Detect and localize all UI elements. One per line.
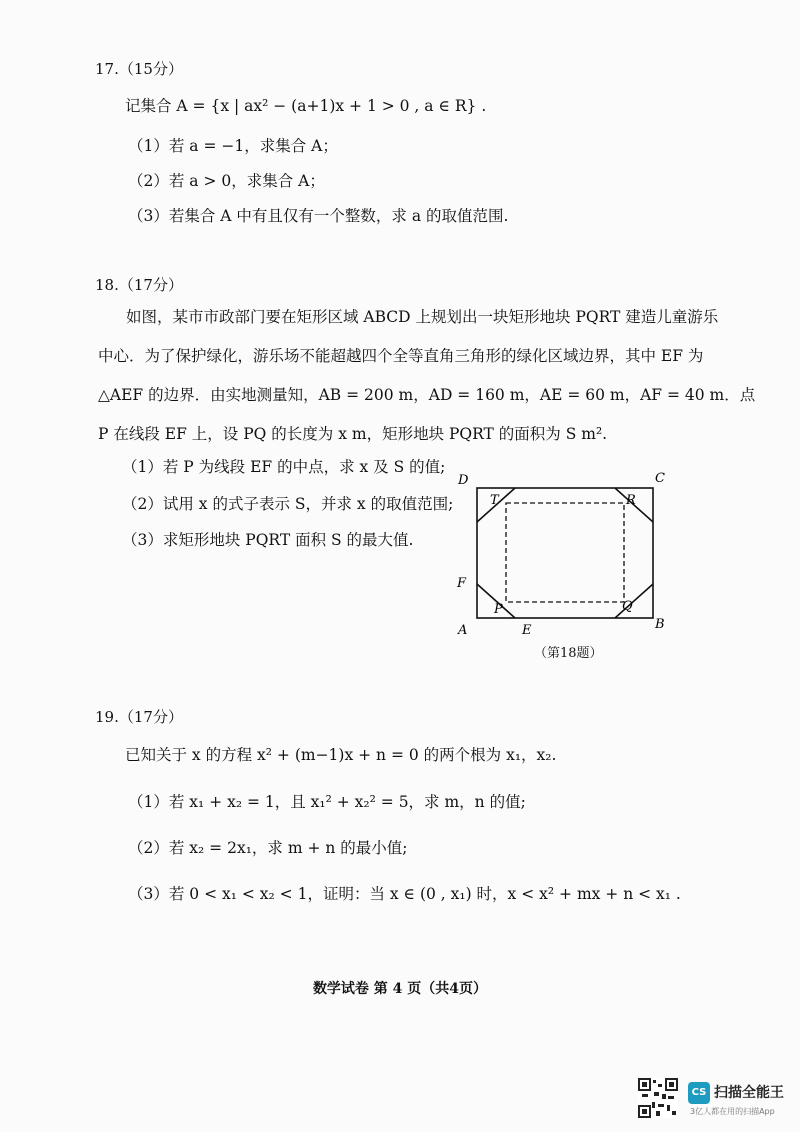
q19-part-1: （1）若 x₁ + x₂ = 1，且 x₁² + x₂² = 5，求 m，n 的值; xyxy=(128,793,526,811)
q17-part-3: （3）若集合 A 中有且仅有一个整数，求 a 的取值范围. xyxy=(128,207,509,225)
q17-part-2: （2）若 a > 0，求集合 A； xyxy=(128,172,325,190)
page-footer: 数学试卷 第 4 页（共4页） xyxy=(312,981,488,997)
q18-part-2: （2）试用 x 的式子表示 S，并求 x 的取值范围; xyxy=(122,495,454,513)
label-p: P xyxy=(494,602,503,617)
q18-part-3: （3）求矩形地块 PQRT 面积 S 的最大值. xyxy=(122,531,414,549)
label-e: E xyxy=(522,623,532,638)
scanner-watermark xyxy=(638,1078,790,1122)
qr-code-icon xyxy=(638,1078,678,1118)
label-c: C xyxy=(655,471,665,486)
q19-header: 19.（17分） xyxy=(95,708,183,726)
label-f: F xyxy=(457,576,467,591)
q17-part-1: （1）若 a = −1，求集合 A； xyxy=(128,137,338,155)
q19-part-2: （2）若 x₂ = 2x₁，求 m + n 的最小值; xyxy=(128,839,408,857)
watermark-name: 扫描全能王 xyxy=(714,1085,784,1101)
label-t: T xyxy=(490,493,499,508)
label-b: B xyxy=(655,617,665,632)
label-d: D xyxy=(458,473,469,488)
q19-stem: 已知关于 x 的方程 x² + (m−1)x + n = 0 的两个根为 x₁，x₂. xyxy=(125,746,557,764)
figure-caption: （第18题） xyxy=(534,646,603,661)
cs-logo-icon: CS xyxy=(688,1082,710,1104)
q18-para-line-4: P 在线段 EF 上，设 PQ 的长度为 x m，矩形地块 PQRT 的面积为 S m². xyxy=(98,425,608,443)
q18-figure xyxy=(450,466,680,666)
q18-header: 18.（17分） xyxy=(95,276,183,294)
watermark-subtitle: 3亿人都在用的扫描App xyxy=(690,1107,775,1116)
q18-para-line-2: 中心．为了保护绿化，游乐场不能超越四个全等直角三角形的绿化区域边界，其中 EF 为 xyxy=(98,347,704,365)
q18-paragraph xyxy=(98,298,756,454)
q19-part-3: （3）若 0 < x₁ < x₂ < 1，证明：当 x ∈ (0 , x₁) 时，x < x² + mx + n < x₁ . xyxy=(128,885,681,903)
q17-header: 17.（15分） xyxy=(95,60,183,78)
boundary-br xyxy=(615,584,653,618)
label-a: A xyxy=(458,623,468,638)
q18-para-line-1: 如图，某市市政部门要在矩形区域 ABCD 上规划出一块矩形地块 PQRT 建造儿童游乐 xyxy=(126,308,719,326)
q17-stem: 记集合 A = {x | ax² − (a+1)x + 1 > 0 , a ∈ R} . xyxy=(125,97,487,115)
label-r: R xyxy=(626,493,636,508)
label-q: Q xyxy=(622,599,633,614)
rectangle-pqrt xyxy=(506,503,624,602)
q18-part-1: （1）若 P 为线段 EF 的中点，求 x 及 S 的值; xyxy=(122,458,446,476)
q18-para-line-3: △AEF 的边界．由实地测量知，AB = 200 m，AD = 160 m，AE = 60 m，AF = 40 m．点 xyxy=(98,386,756,404)
